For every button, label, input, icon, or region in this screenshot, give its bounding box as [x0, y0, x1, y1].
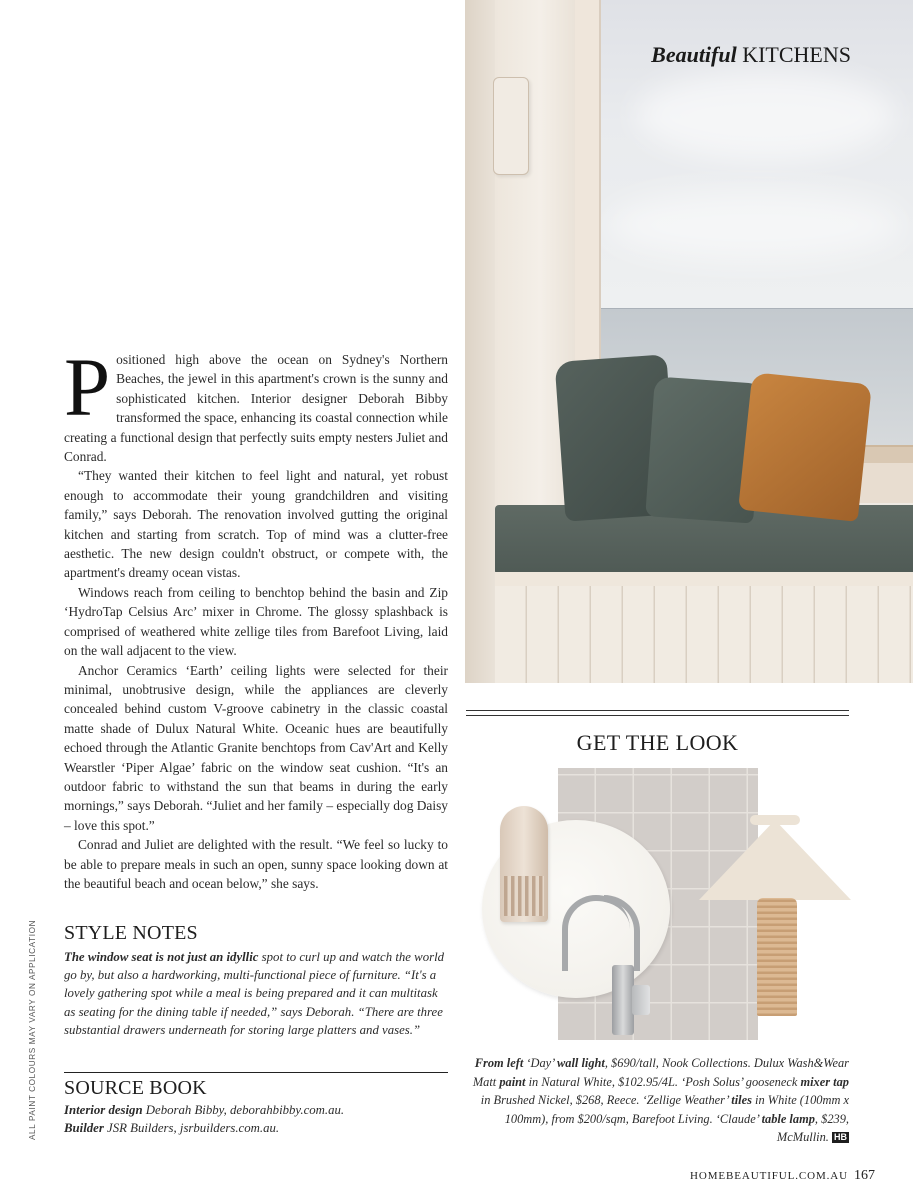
- article-body: [64, 341, 448, 893]
- paint-disclaimer: ALL PAINT COLOURS MAY VARY ON APPLICATION: [28, 919, 37, 1140]
- article-paragraph: “They wanted their kitchen to feel light and natural, yet robust enough to accommodate their young grandchildren and visiting family,” says Deborah. The renovation involved gutting the original kitchen and starting from scratch. Top of mind was a clutter-free aesthetic. The new design couldn't obstruct, or compete with, the apartment's dreamy ocean vistas.: [64, 468, 448, 581]
- footer-site: HOMEBEAUTIFUL.COM.AU: [690, 1170, 848, 1182]
- style-notes-text: The window seat is not just an idyllic spot to curl up and watch the world go by, but also a hardworking, multi-functional piece of furniture. “It's a lovely gathering spot while a meal is being prepared and it can multitask as seating for the dining table if needed,” says Deborah. “There are three substantial drawers underneath for storing large platters and vases.”: [64, 950, 445, 1037]
- article-paragraph: Positioned high above the ocean on Sydney's Northern Beaches, the jewel in this apartment's crown is the sunny and sophisticated kitchen. Interior designer Deborah Bibby transformed the space, enhancing its coastal connection while creating a functional design that perfectly suits empty nesters Juliet and Conrad.: [64, 341, 448, 465]
- article-paragraph: Conrad and Juliet are delighted with the result. “We feel so lucky to be able to prepare meals in such an open, sunny space looking down at the beautiful beach and ocean below,” she says.: [64, 837, 448, 891]
- article-paragraph: Anchor Ceramics ‘Earth’ ceiling lights were selected for their minimal, unobtrusive design, while the appliances are cleverly concealed behind custom V-groove cabinetry in the classic coastal matte shade of Dulux Natural White. Oceanic hues are beautifully echoed through the Atlantic Granite benchtops from Cav'Art and Kelly Wearstler ‘Piper Algae’ fabric on the window seat cushion. “It's an outdoor fabric to withstand the sun that beams in during the early mornings,” says Deborah. “Juliet and her family – especially dog Daisy – love this spot.”: [64, 662, 448, 833]
- source-book-title: SOURCE BOOK: [64, 1077, 207, 1099]
- product-wall-light: [500, 806, 548, 922]
- product-table-lamp: [699, 820, 851, 900]
- source-line-builder: Builder JSR Builders, jsrbuilders.com.au.: [64, 1121, 280, 1135]
- get-the-look-title: GET THE LOOK: [576, 730, 739, 755]
- v-groove-cabinetry: [495, 586, 913, 683]
- page-number: 167: [854, 1168, 875, 1183]
- wall-switch-plate: [493, 77, 529, 175]
- hero-photo-window-seat: [465, 0, 913, 683]
- drop-cap: P: [64, 341, 111, 433]
- article-paragraph: Windows reach from ceiling to benchtop behind the basin and Zip ‘HydroTap Celsius Arc’ mixer in Chrome. The glossy splashback is comprised of weathered white zellige tiles from Barefoot Living, laid on the wall adjacent to the view.: [64, 584, 448, 659]
- divider: [64, 1072, 448, 1073]
- page-footer: [690, 1168, 875, 1184]
- cushion-rust: [738, 372, 872, 522]
- get-the-look-caption: From left ‘Day’ wall light, $690/tall, Nook Collections. Dulux Wash&Wear Matt paint in Natural White, $102.95/4L. ‘Posh Solus’ gooseneck mixer tap in Brushed Nickel, $268, Reece. ‘Zellige Weather’ tiles in White (100mm x 100mm), from $200/sqm, Barefoot Living. ‘Claude’ table lamp, $239, McMullin. HB: [472, 1056, 849, 1145]
- hb-logo-icon: HB: [834, 1132, 847, 1143]
- section-heading: Beautiful KITCHENS: [651, 42, 851, 67]
- source-line-interior: Interior design Deborah Bibby, deborahbibby.com.au.: [64, 1103, 345, 1117]
- get-the-look-rules: [466, 710, 849, 720]
- style-notes-title: STYLE NOTES: [64, 922, 198, 944]
